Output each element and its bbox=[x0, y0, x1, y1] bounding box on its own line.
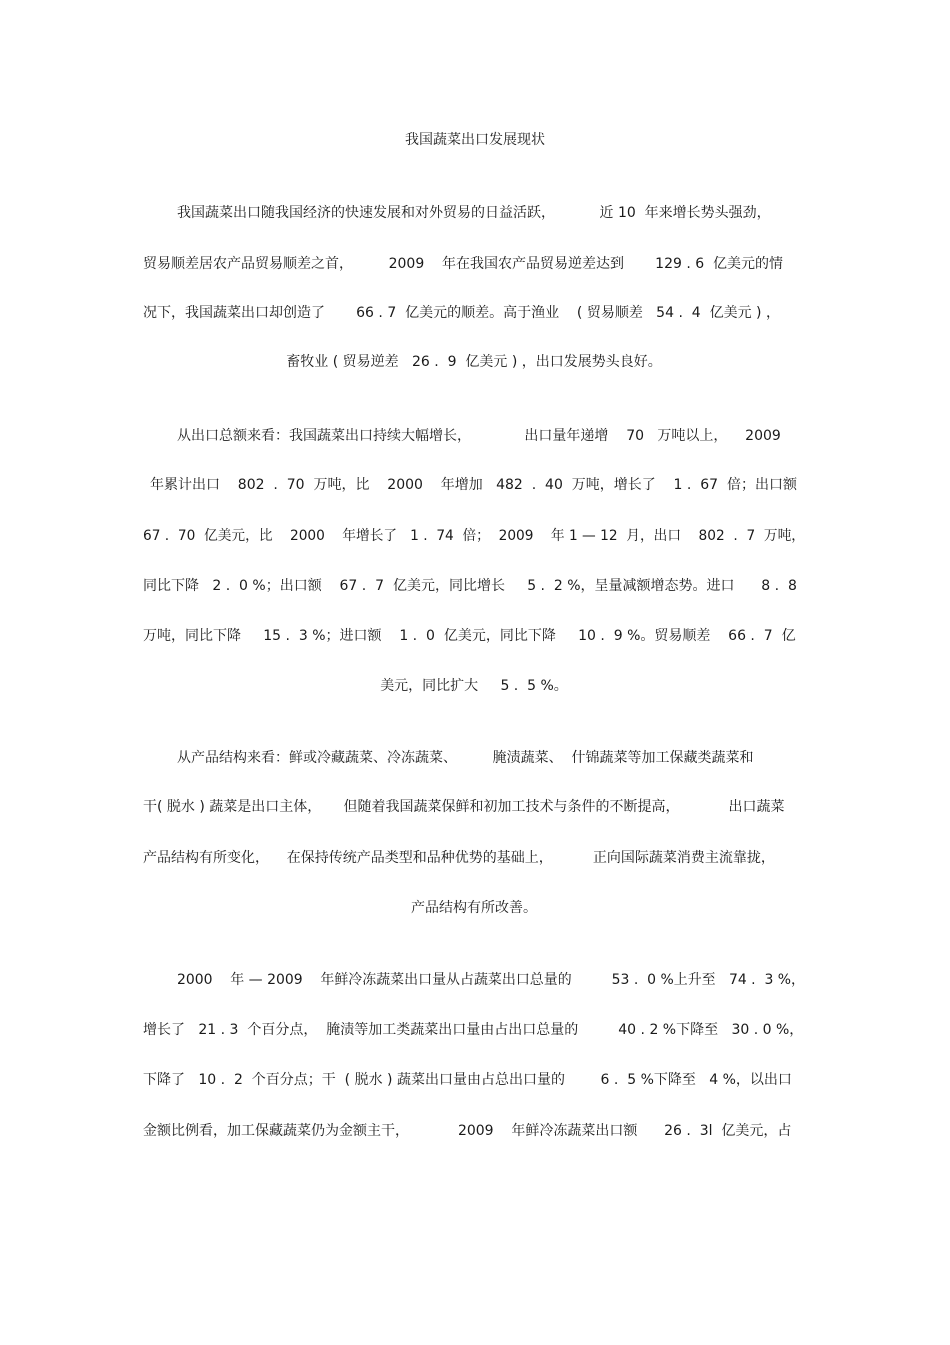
paragraph-4-line-3: 下降了 10 . 2 个百分点；干 ( 脱水 ) 蔬菜出口量由占总出口量的 6 . 5 %下降至 4 %，以出口 bbox=[143, 1072, 792, 1088]
paragraph-3-line-4: 产品结构有所改善。 bbox=[411, 900, 537, 916]
paragraph-4-line-2: 增长了 21 . 3 个百分点， 腌渍等加工类蔬菜出口量由占出口总量的 40 . 2 %下降至 30 . 0 %， bbox=[143, 1022, 804, 1038]
paragraph-2-line-5: 万吨，同比下降 15 . 3 %；进口额 1 . 0 亿美元，同比下降 10 . 9 %。贸易顺差 66 . 7 亿 bbox=[143, 628, 796, 644]
paragraph-4-line-1: 2000 年 — 2009 年鲜冷冻蔬菜出口量从占蔬菜出口总量的 53 . 0 %上升至 74 . 3 %， bbox=[177, 972, 806, 988]
paragraph-1-line-4: 畜牧业 ( 贸易逆差 26 . 9 亿美元 ) ，出口发展势头良好。 bbox=[286, 354, 662, 370]
paragraph-1-line-2: 贸易顺差居农产品贸易顺差之首， 2009 年在我国农产品贸易逆差达到 129 . 6 亿美元的情 bbox=[143, 256, 784, 272]
paragraph-3-line-3: 产品结构有所变化， 在保持传统产品类型和品种优势的基础上， 正向国际蔬菜消费主流靠拢， bbox=[143, 850, 775, 866]
paragraph-4-line-4: 金额比例看，加工保藏蔬菜仍为金额主干， 2009 年鲜冷冻蔬菜出口额 26 . 3l 亿美元，占 bbox=[143, 1123, 792, 1139]
paragraph-2-line-2: 年累计出口 802 . 70 万吨，比 2000 年增加 482 . 40 万吨，增长了 1 . 67 倍；出口额 bbox=[150, 477, 797, 493]
paragraph-1-line-3: 况下，我国蔬菜出口却创造了 66 . 7 亿美元的顺差。高于渔业 ( 贸易顺差 54 . 4 亿美元 ) ， bbox=[143, 305, 780, 321]
paragraph-2-line-1: 从出口总额来看：我国蔬菜出口持续大幅增长， 出口量年递增 70 万吨以上， 2009 bbox=[177, 428, 781, 444]
page-title: 我国蔬菜出口发展现状 bbox=[405, 132, 545, 148]
paragraph-3-line-1: 从产品结构来看：鲜或冷藏蔬菜、冷冻蔬菜、 腌渍蔬菜、 什锦蔬菜等加工保藏类蔬菜和 bbox=[177, 750, 754, 766]
paragraph-2-line-3: 67 . 70 亿美元，比 2000 年增长了 1 . 74 倍； 2009 年 1 — 12 月，出口 802 . 7 万吨， bbox=[143, 528, 806, 544]
paragraph-2-line-6: 美元，同比扩大 5 . 5 %。 bbox=[380, 678, 568, 694]
paragraph-1-line-1: 我国蔬菜出口随我国经济的快速发展和对外贸易的日益活跃， 近 10 年来增长势头强劲， bbox=[177, 205, 771, 221]
paragraph-3-line-2: 干( 脱水 ) 蔬菜是出口主体， 但随着我国蔬菜保鲜和初加工技术与条件的不断提高， 出口蔬菜 bbox=[143, 799, 785, 815]
paragraph-2-line-4: 同比下降 2 . 0 %；出口额 67 . 7 亿美元，同比增长 5 . 2 %，呈量减额增态势。进口 8 . 8 bbox=[143, 578, 797, 594]
